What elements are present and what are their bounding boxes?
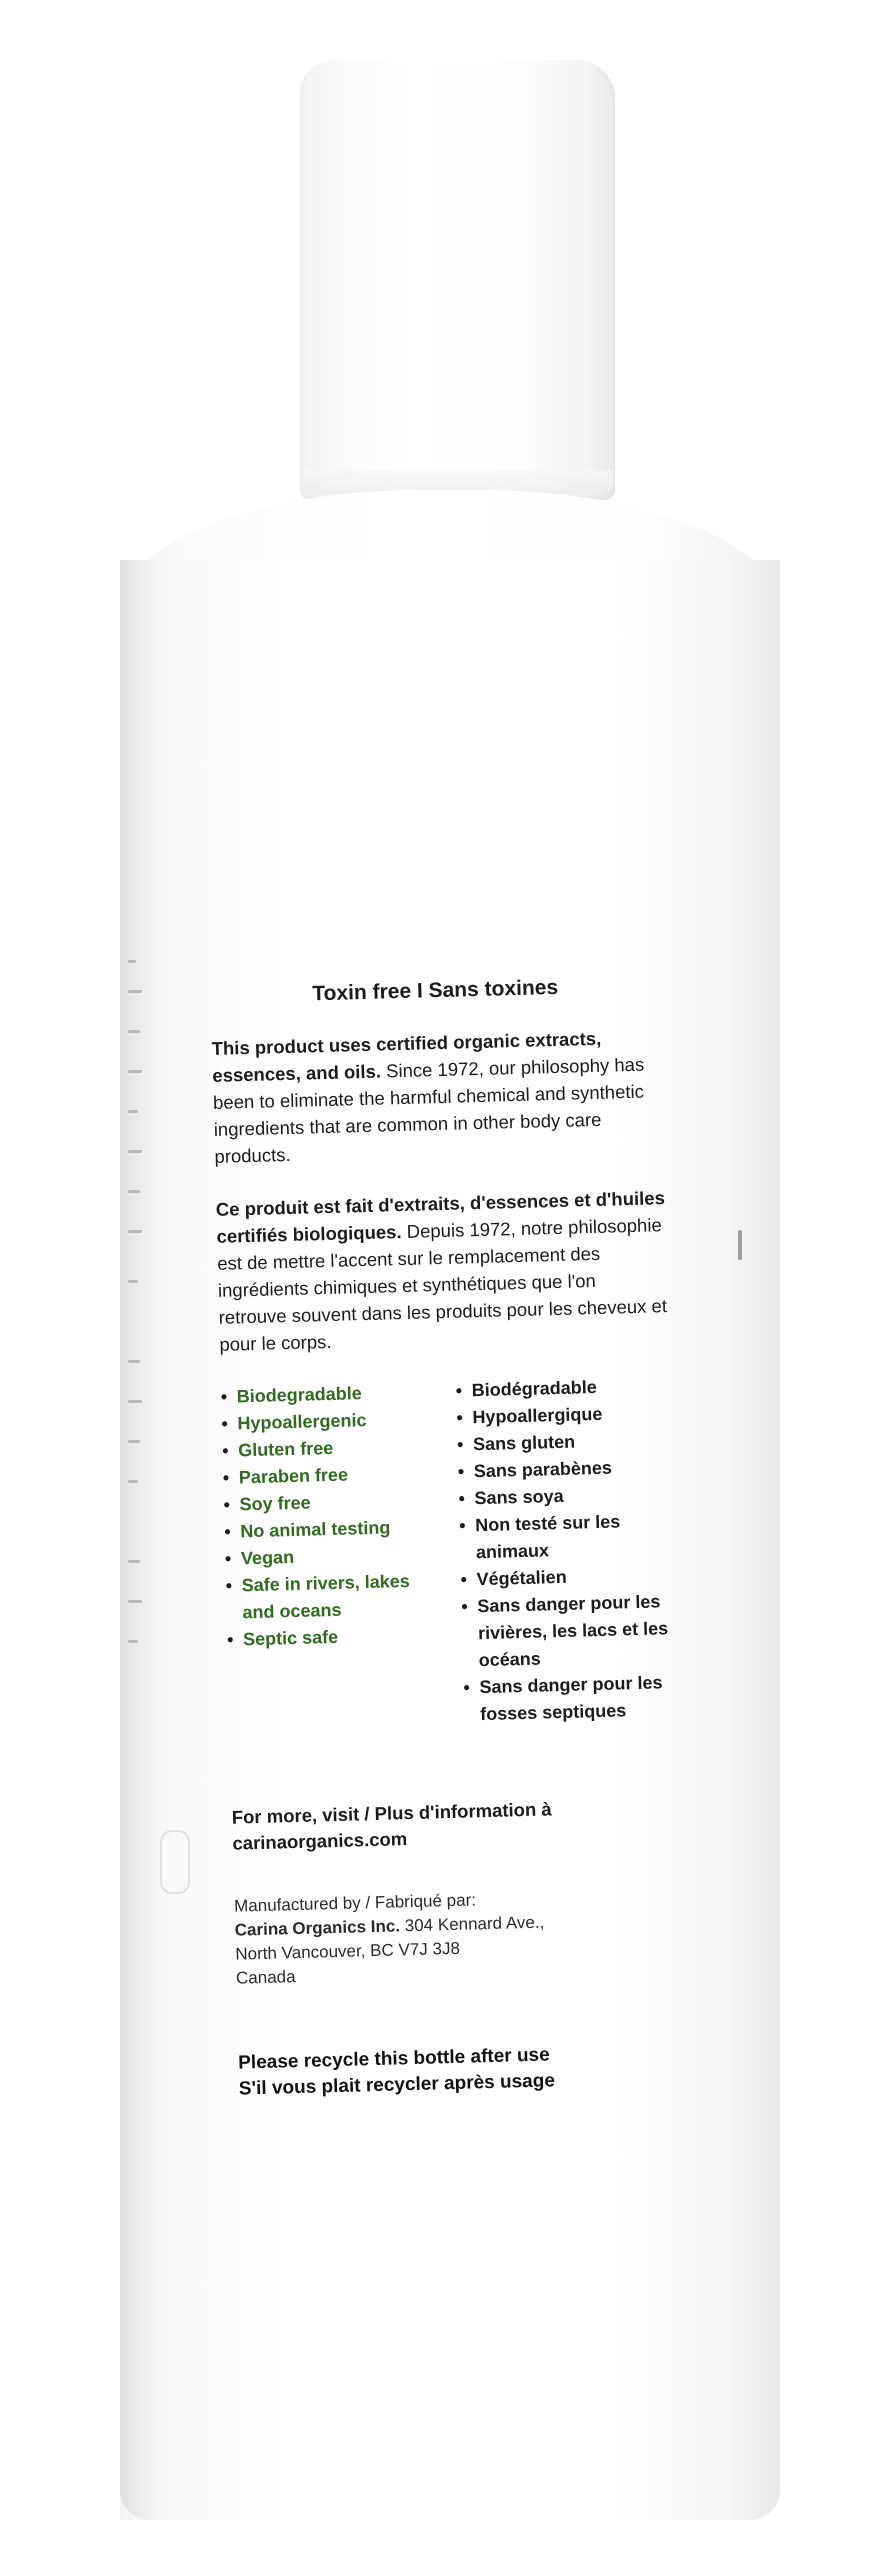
recycle-english: Please recycle this bottle after use	[237, 2044, 550, 2074]
label-title: Toxin free I Sans toxines	[312, 975, 559, 1006]
more-info-text: For more, visit / Plus d'information à	[231, 1798, 552, 1828]
feature-list-french	[455, 1372, 679, 1729]
manufacturer-info	[234, 1883, 686, 1991]
company-street: 304 Kennard Ave.,	[399, 1912, 545, 1936]
english-intro-bold: This product uses certified organic extracts, essences, and oils.	[211, 1027, 602, 1086]
product-label	[210, 973, 689, 2102]
feature-item: • Sans parabènes	[457, 1453, 673, 1486]
company-city: North Vancouver, BC V7J 3J8	[235, 1938, 461, 1964]
recycle-symbol-icon	[160, 1830, 190, 1894]
french-intro-bold: Ce produit est fait d'extraits, d'essences et d'huiles certifiés biologiques.	[215, 1187, 666, 1247]
recycle-french: S'il vous plait recycler après usage	[238, 2070, 556, 2100]
english-intro-rest: Since 1972, our philosophy has been to eliminate the harmful chemical and synthetic ingredients that are common in other body care products.	[212, 1053, 645, 1167]
feature-item: • Safe in rivers, lakes and oceans	[225, 1567, 441, 1627]
feature-item: • Sans danger pour les rivières, les lacs et les océans	[461, 1588, 678, 1675]
feature-item: • Sans soya	[458, 1480, 674, 1513]
feature-item: • Biodégradable	[455, 1372, 671, 1405]
feature-item: • Septic safe	[227, 1621, 443, 1654]
feature-item: • Hypoallergenic	[221, 1405, 437, 1438]
feature-item: • Soy free	[223, 1486, 439, 1519]
feature-list-english	[220, 1378, 444, 1735]
feature-item: • Hypoallergique	[456, 1399, 672, 1432]
feature-item: • Vegan	[225, 1540, 441, 1573]
feature-item: • Végétalien	[460, 1561, 676, 1594]
side-label-fragments	[128, 960, 148, 1680]
manufactured-by-label: Manufactured by / Fabriqué par:	[233, 1890, 477, 1916]
more-info	[231, 1793, 682, 1857]
feature-item: • Sans gluten	[457, 1426, 673, 1459]
bottle-cap	[300, 60, 615, 500]
company-name: Carina Organics Inc.	[234, 1916, 401, 1940]
english-intro	[211, 1023, 664, 1170]
french-intro	[216, 1184, 670, 1358]
feature-item: • Paraben free	[223, 1459, 439, 1492]
feature-item: • Sans danger pour les fosses septiques	[463, 1669, 679, 1729]
feature-item: • Non testé sur les animaux	[459, 1507, 675, 1567]
feature-item: • No animal testing	[224, 1513, 440, 1546]
feature-item: • Biodegradable	[220, 1378, 436, 1411]
french-intro-rest: Depuis 1972, notre philosophie est de mettre l'accent sur le remplacement des ingrédients chimiques et synthétiques que l'on retrouve souvent dans les produits pour les cheveux et pour le corps.	[217, 1214, 668, 1355]
feature-item: • Gluten free	[222, 1432, 438, 1465]
feature-lists	[220, 1372, 679, 1735]
website-url: carinaorganics.com	[232, 1828, 408, 1854]
side-label-mark	[738, 1230, 742, 1260]
company-country: Canada	[235, 1967, 296, 1988]
